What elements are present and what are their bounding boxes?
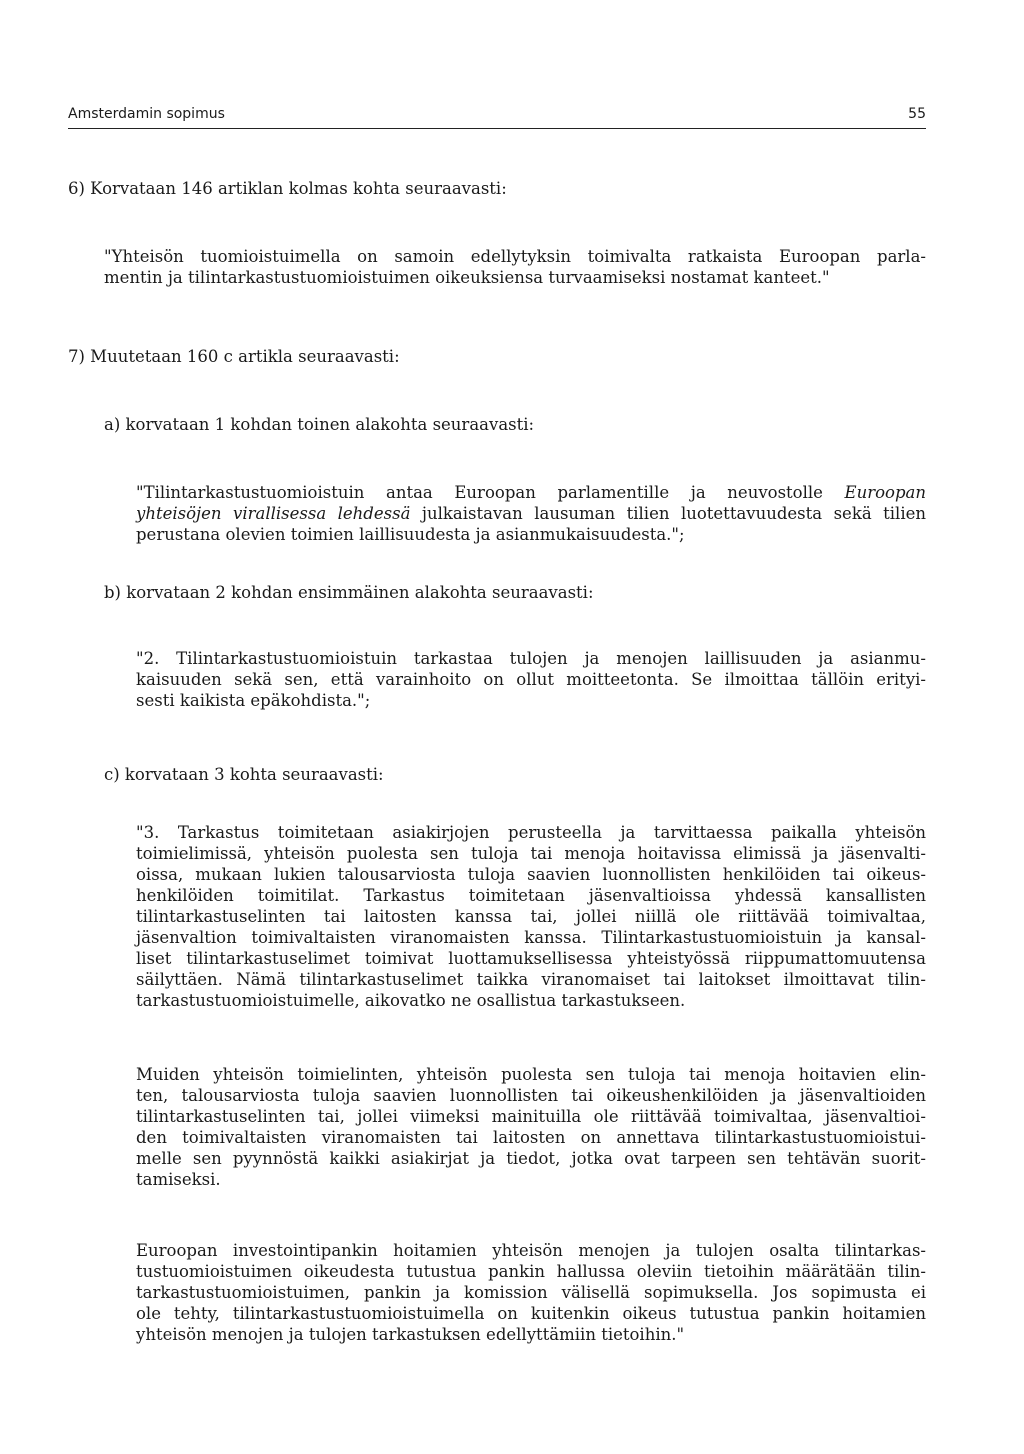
quote-7b xyxy=(136,648,926,711)
quote-7b-line: kaisuuden sekä sen, että varainhoito on ollut moitteetonta. Se ilmoittaa tällöin erityi- xyxy=(136,670,926,689)
quote-7c-p1-line: tarkastustuomioistuimelle, aikovatko ne osallistua tarkastukseen. xyxy=(136,991,686,1010)
quote-7c-paragraph-3 xyxy=(136,1240,926,1345)
item-6-text: 6) Korvataan 146 artiklan kolmas kohta seuraavasti: xyxy=(68,179,507,198)
quote-7c-p1-line: liset tilintarkastuselimet toimivat luottamuksellisessa yhteistyössä riippumattomuutensa xyxy=(136,949,926,968)
item-7-text: 7) Muutetaan 160 c artikla seuraavasti: xyxy=(68,347,400,366)
quote-6-line: mentin ja tilintarkastustuomioistuimen oikeuksiensa turvaamiseksi nostamat kanteet." xyxy=(104,268,830,287)
quote-7a-line-2 xyxy=(136,503,926,524)
quote-6 xyxy=(104,246,926,288)
quote-7c-p3-line: yhteisön menojen ja tulojen tarkastuksen edellyttämiin tietoihin." xyxy=(136,1325,685,1344)
quote-7c-p1-line: henkilöiden toimitilat. Tarkastus toimitetaan jäsenvaltioissa yhdessä kansallisten xyxy=(136,886,926,905)
item-7a-text: a) korvataan 1 kohdan toinen alakohta seuraavasti: xyxy=(104,415,535,434)
quote-7c-p1-line: "3. Tarkastus toimitetaan asiakirjojen perusteella ja tarvittaessa paikalla yhteisön xyxy=(136,823,926,842)
quote-7a-line-1-start: "Tilintarkastustuomioistuin antaa Euroopan parlamentille ja neuvostolle xyxy=(136,483,845,502)
quote-7a-italic-2: yhteisöjen virallisessa lehdessä xyxy=(136,504,411,523)
header-rule xyxy=(68,128,926,129)
quote-7a-italic-1: Euroopan xyxy=(844,483,926,502)
item-7-heading xyxy=(68,346,928,367)
quote-7c-p3-line: ole tehty, tilintarkastustuomioistuimella on kuitenkin oikeus tutustua pankin hoitamien xyxy=(136,1304,926,1323)
quote-7a-line-1 xyxy=(136,482,926,503)
quote-6-line: "Yhteisön tuomioistuimella on samoin edellytyksin toimivalta ratkaista Euroopan parla- xyxy=(104,247,926,266)
quote-7c-p1-line: oissa, mukaan lukien talousarviosta tuloja saavien luonnollisten henkilöiden tai oikeus- xyxy=(136,865,926,884)
quote-7c-p2-line: melle sen pyynnöstä kaikki asiakirjat ja tiedot, jotka ovat tarpeen sen tehtävän suorit- xyxy=(136,1149,926,1168)
quote-7c-paragraph-2 xyxy=(136,1064,926,1190)
quote-7c-p1-line: säilyttäen. Nämä tilintarkastuselimet taikka viranomaiset tai laitokset ilmoittavat tilin- xyxy=(136,970,926,989)
quote-7a-line-3: perustana olevien toimien laillisuudesta ja asianmukaisuudesta."; xyxy=(136,525,685,544)
quote-7c-p3-line: tarkastustuomioistuimen, pankin ja komission välisellä sopimuksella. Jos sopimusta ei xyxy=(136,1283,926,1302)
quote-7b-line: "2. Tilintarkastustuomioistuin tarkastaa tulojen ja menojen laillisuuden ja asianmu- xyxy=(136,649,926,668)
quote-7c-p2-line: den toimivaltaisten viranomaisten tai laitosten on annettava tilintarkastustuomioistui- xyxy=(136,1128,926,1147)
item-7c-heading xyxy=(104,764,926,785)
item-7b-text: b) korvataan 2 kohdan ensimmäinen alakohta seuraavasti: xyxy=(104,583,594,602)
quote-7a xyxy=(136,482,926,545)
quote-7c-p3-line: tustuomioistuimen oikeudesta tutustua pankin hallussa oleviin tietoihin määrätään tilin- xyxy=(136,1262,926,1281)
quote-7c-p1-line: tilintarkastuselinten tai laitosten kanssa tai, jollei niillä ole riittävää toimivaltaa, xyxy=(136,907,926,926)
page-header xyxy=(68,106,926,128)
quote-7c-p2-line: Muiden yhteisön toimielinten, yhteisön puolesta sen tuloja tai menoja hoitavien elin- xyxy=(136,1065,926,1084)
quote-7c-p2-line: tamiseksi. xyxy=(136,1170,221,1189)
quote-7c-p2-line: ten, talousarviosta tuloja saavien luonnollisten tai oikeushenkilöiden ja jäsenvaltioiden xyxy=(136,1086,926,1105)
page-number: 55 xyxy=(908,106,926,122)
quote-7c-p2-line: tilintarkastuselinten tai, jollei viimeksi mainituilla ole riittävää toimivaltaa, jäsenvaltioi- xyxy=(136,1107,926,1126)
quote-7c-paragraph-1 xyxy=(136,822,926,1011)
item-7b-heading xyxy=(104,582,926,603)
item-7c-text: c) korvataan 3 kohta seuraavasti: xyxy=(104,765,384,784)
quote-7c-p1-line: toimielimissä, yhteisön puolesta sen tuloja tai menoja hoitavissa elimissä ja jäsenvalti- xyxy=(136,844,926,863)
quote-7b-line: sesti kaikista epäkohdista."; xyxy=(136,691,371,710)
document-title: Amsterdamin sopimus xyxy=(68,106,225,122)
item-6-heading xyxy=(68,178,928,199)
quote-7c-p3-line: Euroopan investointipankin hoitamien yhteisön menojen ja tulojen osalta tilintarkas- xyxy=(136,1241,926,1260)
quote-7c-p1-line: jäsenvaltion toimivaltaisten viranomaisten kanssa. Tilintarkastustuomioistuin ja kansal- xyxy=(136,928,926,947)
item-7a-heading xyxy=(104,414,926,435)
quote-7a-line-2-rest: julkaistavan lausuman tilien luotettavuudesta sekä tilien xyxy=(410,504,926,523)
